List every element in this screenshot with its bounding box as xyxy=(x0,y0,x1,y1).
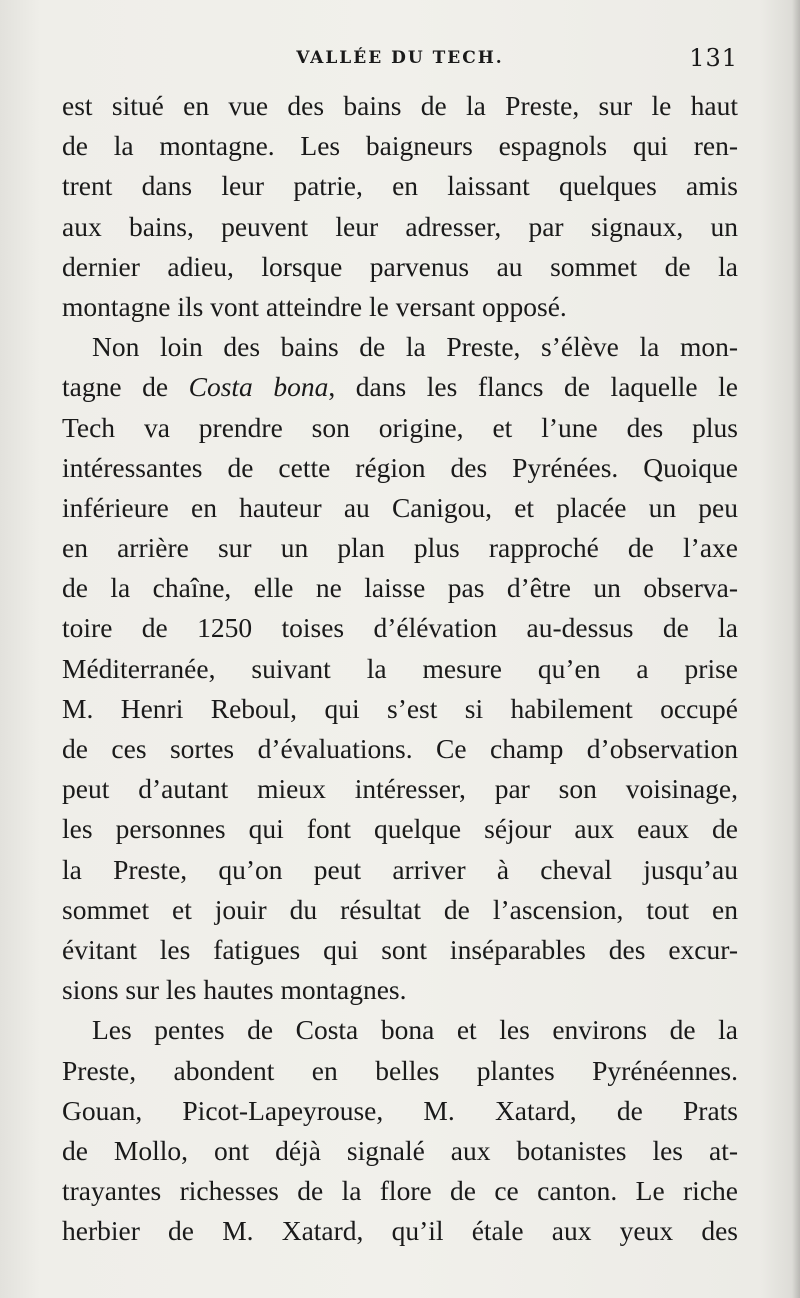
text-line: sions sur les hautes montagnes. xyxy=(62,974,407,1006)
text-line: la Preste, qu’on peut arriver à cheval jusqu’au xyxy=(62,853,738,885)
text-line: herbier de M. Xatard, qu’il étale aux yeux des xyxy=(62,1215,738,1247)
text-line: Gouan, Picot-Lapeyrouse, M. Xatard, de Prats xyxy=(62,1094,738,1126)
running-title: VALLÉE DU TECH. xyxy=(296,48,504,68)
text-line: Preste, abondent en belles plantes Pyrénéennes. xyxy=(62,1054,738,1086)
text-line: de la montagne. Les baigneurs espagnols qui ren- xyxy=(62,130,738,162)
text-line: de la chaîne, elle ne laisse pas d’être un observa- xyxy=(62,572,738,604)
page-edge-shadow xyxy=(792,0,800,1298)
body-text xyxy=(62,86,738,1251)
text-line: évitant les fatigues qui sont inséparables des excur- xyxy=(62,933,738,965)
text-line: tagne de Costa bona, dans les flancs de laquelle le xyxy=(62,371,738,403)
text-line: intéressantes de cette région des Pyrénées. Quoique xyxy=(62,451,738,483)
page-number: 131 xyxy=(689,44,738,72)
text-line: peut d’autant mieux intéresser, par son voisinage, xyxy=(62,773,738,805)
text-line: Tech va prendre son origine, et l’une des plus xyxy=(62,411,738,443)
text-line: de Mollo, ont déjà signalé aux botanistes les at- xyxy=(62,1134,738,1166)
text-line: toire de 1250 toises d’élévation au-dessus de la xyxy=(62,612,738,644)
text-line: sommet et jouir du résultat de l’ascension, tout en xyxy=(62,893,738,925)
text-line: est situé en vue des bains de la Preste, sur le haut xyxy=(62,90,738,121)
text-line: M. Henri Reboul, qui s’est si habilement occupé xyxy=(62,692,738,724)
paragraph-3 xyxy=(62,1010,738,1251)
running-header xyxy=(62,44,738,78)
text-line: trent dans leur patrie, en laissant quelques amis xyxy=(62,170,738,202)
text-line: Méditerranée, suivant la mesure qu’en a prise xyxy=(62,652,738,684)
text-line: Non loin des bains de la Preste, s’élève la mon- xyxy=(92,331,738,363)
paragraph-2 xyxy=(62,327,738,1010)
text-line: de ces sortes d’évaluations. Ce champ d’observation xyxy=(62,733,738,764)
text-line: trayantes richesses de la flore de ce canton. Le riche xyxy=(62,1175,738,1207)
paragraph-1 xyxy=(62,86,738,327)
italic-place-name: Costa bona xyxy=(188,371,329,403)
text-line: inférieure en hauteur au Canigou, et placée un peu xyxy=(62,491,738,523)
text-line: en arrière sur un plan plus rapproché de l’axe xyxy=(62,532,738,564)
text-line: Les pentes de Costa bona et les environs de la xyxy=(92,1014,738,1046)
text-line: dernier adieu, lorsque parvenus au sommet de la xyxy=(62,250,738,282)
text-line: les personnes qui font quelque séjour aux eaux de xyxy=(62,813,738,845)
text-line: aux bains, peuvent leur adresser, par signaux, un xyxy=(62,210,738,242)
text-line: montagne ils vont atteindre le versant opposé. xyxy=(62,290,567,322)
